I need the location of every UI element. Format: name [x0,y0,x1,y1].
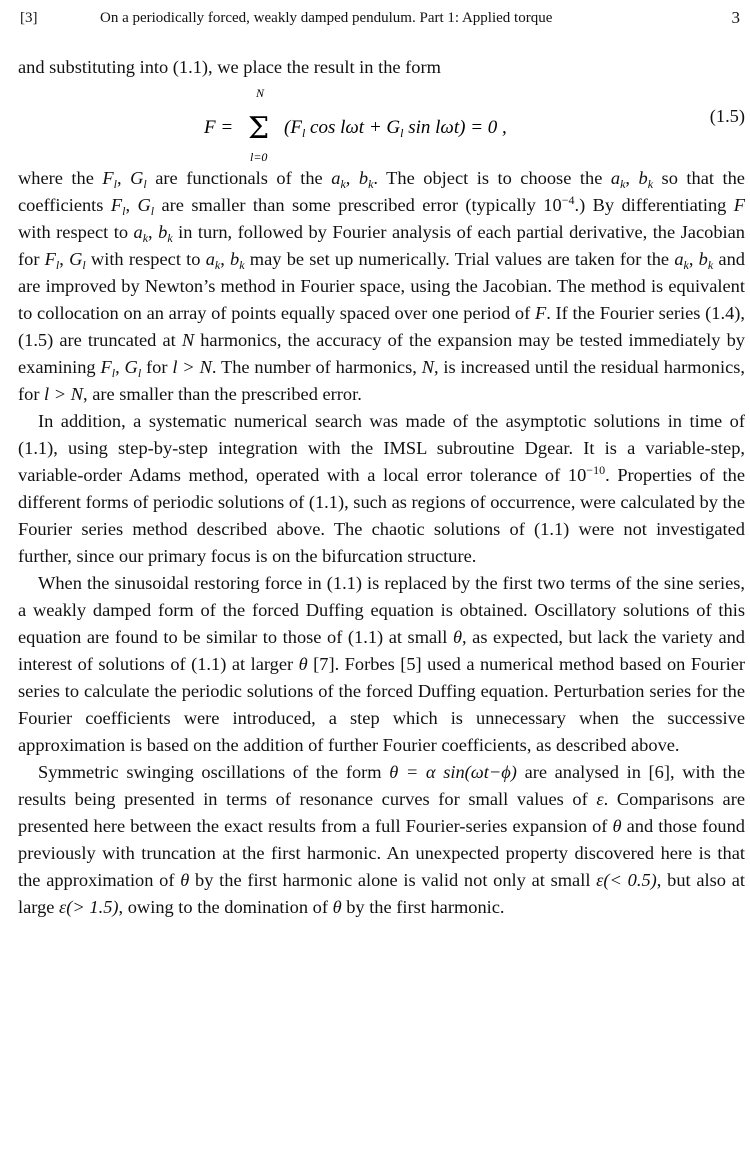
sym-k: k [340,177,346,191]
running-title: On a periodically forced, weakly damped pendulum. Part 1: Applied torque [100,10,553,26]
p1-text: . The object is to choose the [373,168,611,188]
sym-comma: , [115,357,125,377]
p4-text: , but also at large [18,870,745,917]
lead-sentence: and substituting into (1.1), we place the result in the form [18,57,441,77]
sym-b: b [358,168,369,188]
p4-text: and those found previously with truncation at the first harmonic. An unexpected property discovered here is that the approximation of [18,816,745,890]
paragraph-2 [18,408,745,570]
sym-theta: θ [298,654,308,674]
issue-number: [3] [20,10,38,26]
p1-text: , is increased until the residual harmonics, for [18,357,746,404]
eq-lhs: F = [204,117,234,138]
sym-k: k [368,177,374,191]
sym-epsilon: ε [596,789,604,809]
sym-k: k [239,258,245,272]
p1-text: may be set up numerically. Trial values are taken for the [244,249,675,269]
paragraph-4 [18,759,745,921]
sym-k: k [647,177,654,191]
eq-sum-lower: l=0 [250,150,268,164]
eq-sum-upper: N [256,86,265,100]
sym-comma: , [125,195,138,215]
sym-F: F [102,168,114,188]
sym-l: l [122,204,126,218]
sym-a: a [205,249,215,269]
eq-term-sub1: l [301,126,306,140]
sym-theta: θ [612,816,622,836]
p2-text: In addition, a systematic numerical search was made of the asymptotic solutions in time of (1.1), using step-by-step integration with the IMSL subroutine Dgear. It is a variable-step, variable-order Adams method, operated with a local error tolerance of 10 [18,411,745,485]
p4-text: by the first harmonic alone is valid not only at small [189,870,597,890]
sym-eps-small: ε(< 0.5) [596,870,657,890]
sym-comma: , [220,249,231,269]
eq-term [284,117,507,140]
p1-text: in turn, followed by Fourier analysis of each partial derivative, the Jacobian for [18,222,745,269]
page-number: 3 [731,8,740,27]
sym-theta: θ [452,627,462,647]
p1-text: are smaller than some prescribed error (typically 10 [154,195,562,215]
sym-F: F [110,195,123,215]
sym-a: a [133,222,143,242]
eq-term-mid2: sin lωt) = 0 , [403,117,507,138]
equation-formula [18,81,745,165]
running-header [10,6,740,30]
p1-text: and are improved by Newton’s method in Fourier space, using the Jacobian. The method is equivalent to collocation on an array of points equally spaced over one period of [18,249,745,323]
paragraph-1 [18,165,745,408]
sym-comma: , [117,168,131,188]
sym-l: l [137,366,142,380]
p1-text: , are smaller than the prescribed error. [83,384,362,404]
sym-k: k [683,258,689,272]
p1-text: for [141,357,173,377]
p1-text: with respect to [85,249,206,269]
sym-k: k [142,231,149,245]
p4-text: by the first harmonic. [341,897,505,917]
p4-text: Symmetric swinging oscillations of the form [38,762,390,782]
p1-text: .) By differentiating [574,195,734,215]
sym-l: l [111,366,116,380]
sym-k: k [167,231,173,245]
sym-l-gt-N: l > N [172,357,212,377]
p2-text: . Properties of the different forms of periodic solutions of (1.1), such as regions of occurrence, were calculated by the Fourier series method described above. The chaotic solutions of (1.1) were not investigated further, since our primary focus is on the bifurcation structure. [18,465,746,566]
sym-F: F [100,357,112,377]
sym-b: b [230,249,240,269]
sym-b: b [638,168,648,188]
sym-N: N [421,357,434,377]
sym-l: l [113,177,117,191]
p4-text: are analysed in [6], with the results being presented in terms of resonance curves for small values of [18,762,745,809]
p1-text: so that the coefficients [18,168,745,215]
sym-k: k [620,177,626,191]
p1-text: . If the Fourier series (1.4), (1.5) are truncated at [18,303,745,350]
sym-comma: , [625,168,639,188]
p1-text: are functionals of the [146,168,332,188]
exponent: −4 [561,193,575,207]
sym-l: l [55,258,60,272]
paragraph-3 [18,570,745,759]
equation-number: (1.5) [709,106,745,126]
sym-a: a [331,168,341,188]
sym-theta-form: θ = α sin(ωt−ϕ) [389,762,517,782]
sym-F: F [44,249,56,269]
sym-k: k [707,258,714,272]
sym-l-gt-N: l > N [44,384,84,404]
p1-text: harmonics, the accuracy of the expansion may be tested immediately by examining [18,330,745,377]
sym-b: b [158,222,168,242]
sym-a: a [674,249,684,269]
sym-G: G [130,168,144,188]
sym-a: a [610,168,621,188]
sym-eps-large: ε(> 1.5) [59,897,119,917]
sym-l: l [82,258,86,272]
sym-comma: , [345,168,359,188]
p1-text: where the [18,168,103,188]
sym-F: F [733,195,745,215]
eq-term-open: (F [284,117,302,138]
p4-text: , owing to the domination of [118,897,333,917]
sym-comma: , [59,249,70,269]
sym-comma: , [688,249,699,269]
sym-theta: θ [180,870,190,890]
exponent: −10 [586,463,606,477]
sym-l: l [143,177,147,191]
sym-G: G [137,195,151,215]
sym-theta: θ [332,897,342,917]
sym-k: k [214,258,221,272]
sym-l: l [150,204,155,218]
p1-text: with respect to [18,222,134,242]
p3-text: , as expected, but lack the variety and interest of solutions of (1.1) at larger [18,627,745,674]
p3-text: When the sinusoidal restoring force in (1.1) is replaced by the first two terms of the sine series, a weakly damped form of the forced Duffing equation is obtained. Oscillatory solutions of this equation are found to be similar to those of (1.1) at small [18,573,745,647]
p4-text: . Comparisons are presented here between the exact results from a full Fourier-series expansion of [18,789,745,836]
sym-N: N [181,330,195,350]
p1-text: . The number of harmonics, [211,357,422,377]
page-body [18,54,745,921]
equation-1-5 [18,81,745,165]
eq-sum-symbol: Σ [248,111,270,146]
sym-G: G [69,249,83,269]
eq-term-sub2: l [400,126,404,140]
sym-G: G [124,357,138,377]
sym-F: F [534,303,547,323]
sym-comma: , [148,222,159,242]
eq-term-mid1: cos lωt + G [305,117,401,138]
sym-b: b [698,249,708,269]
p3-text: [7]. Forbes [5] used a numerical method based on Fourier series to calculate the periodic solutions of the forced Duffing equation. Perturbation series for the Fourier coefficients were introduced, a step which is unnecessary when the successive approximation is based on the addition of further Fourier coefficients, as described above. [18,654,745,755]
